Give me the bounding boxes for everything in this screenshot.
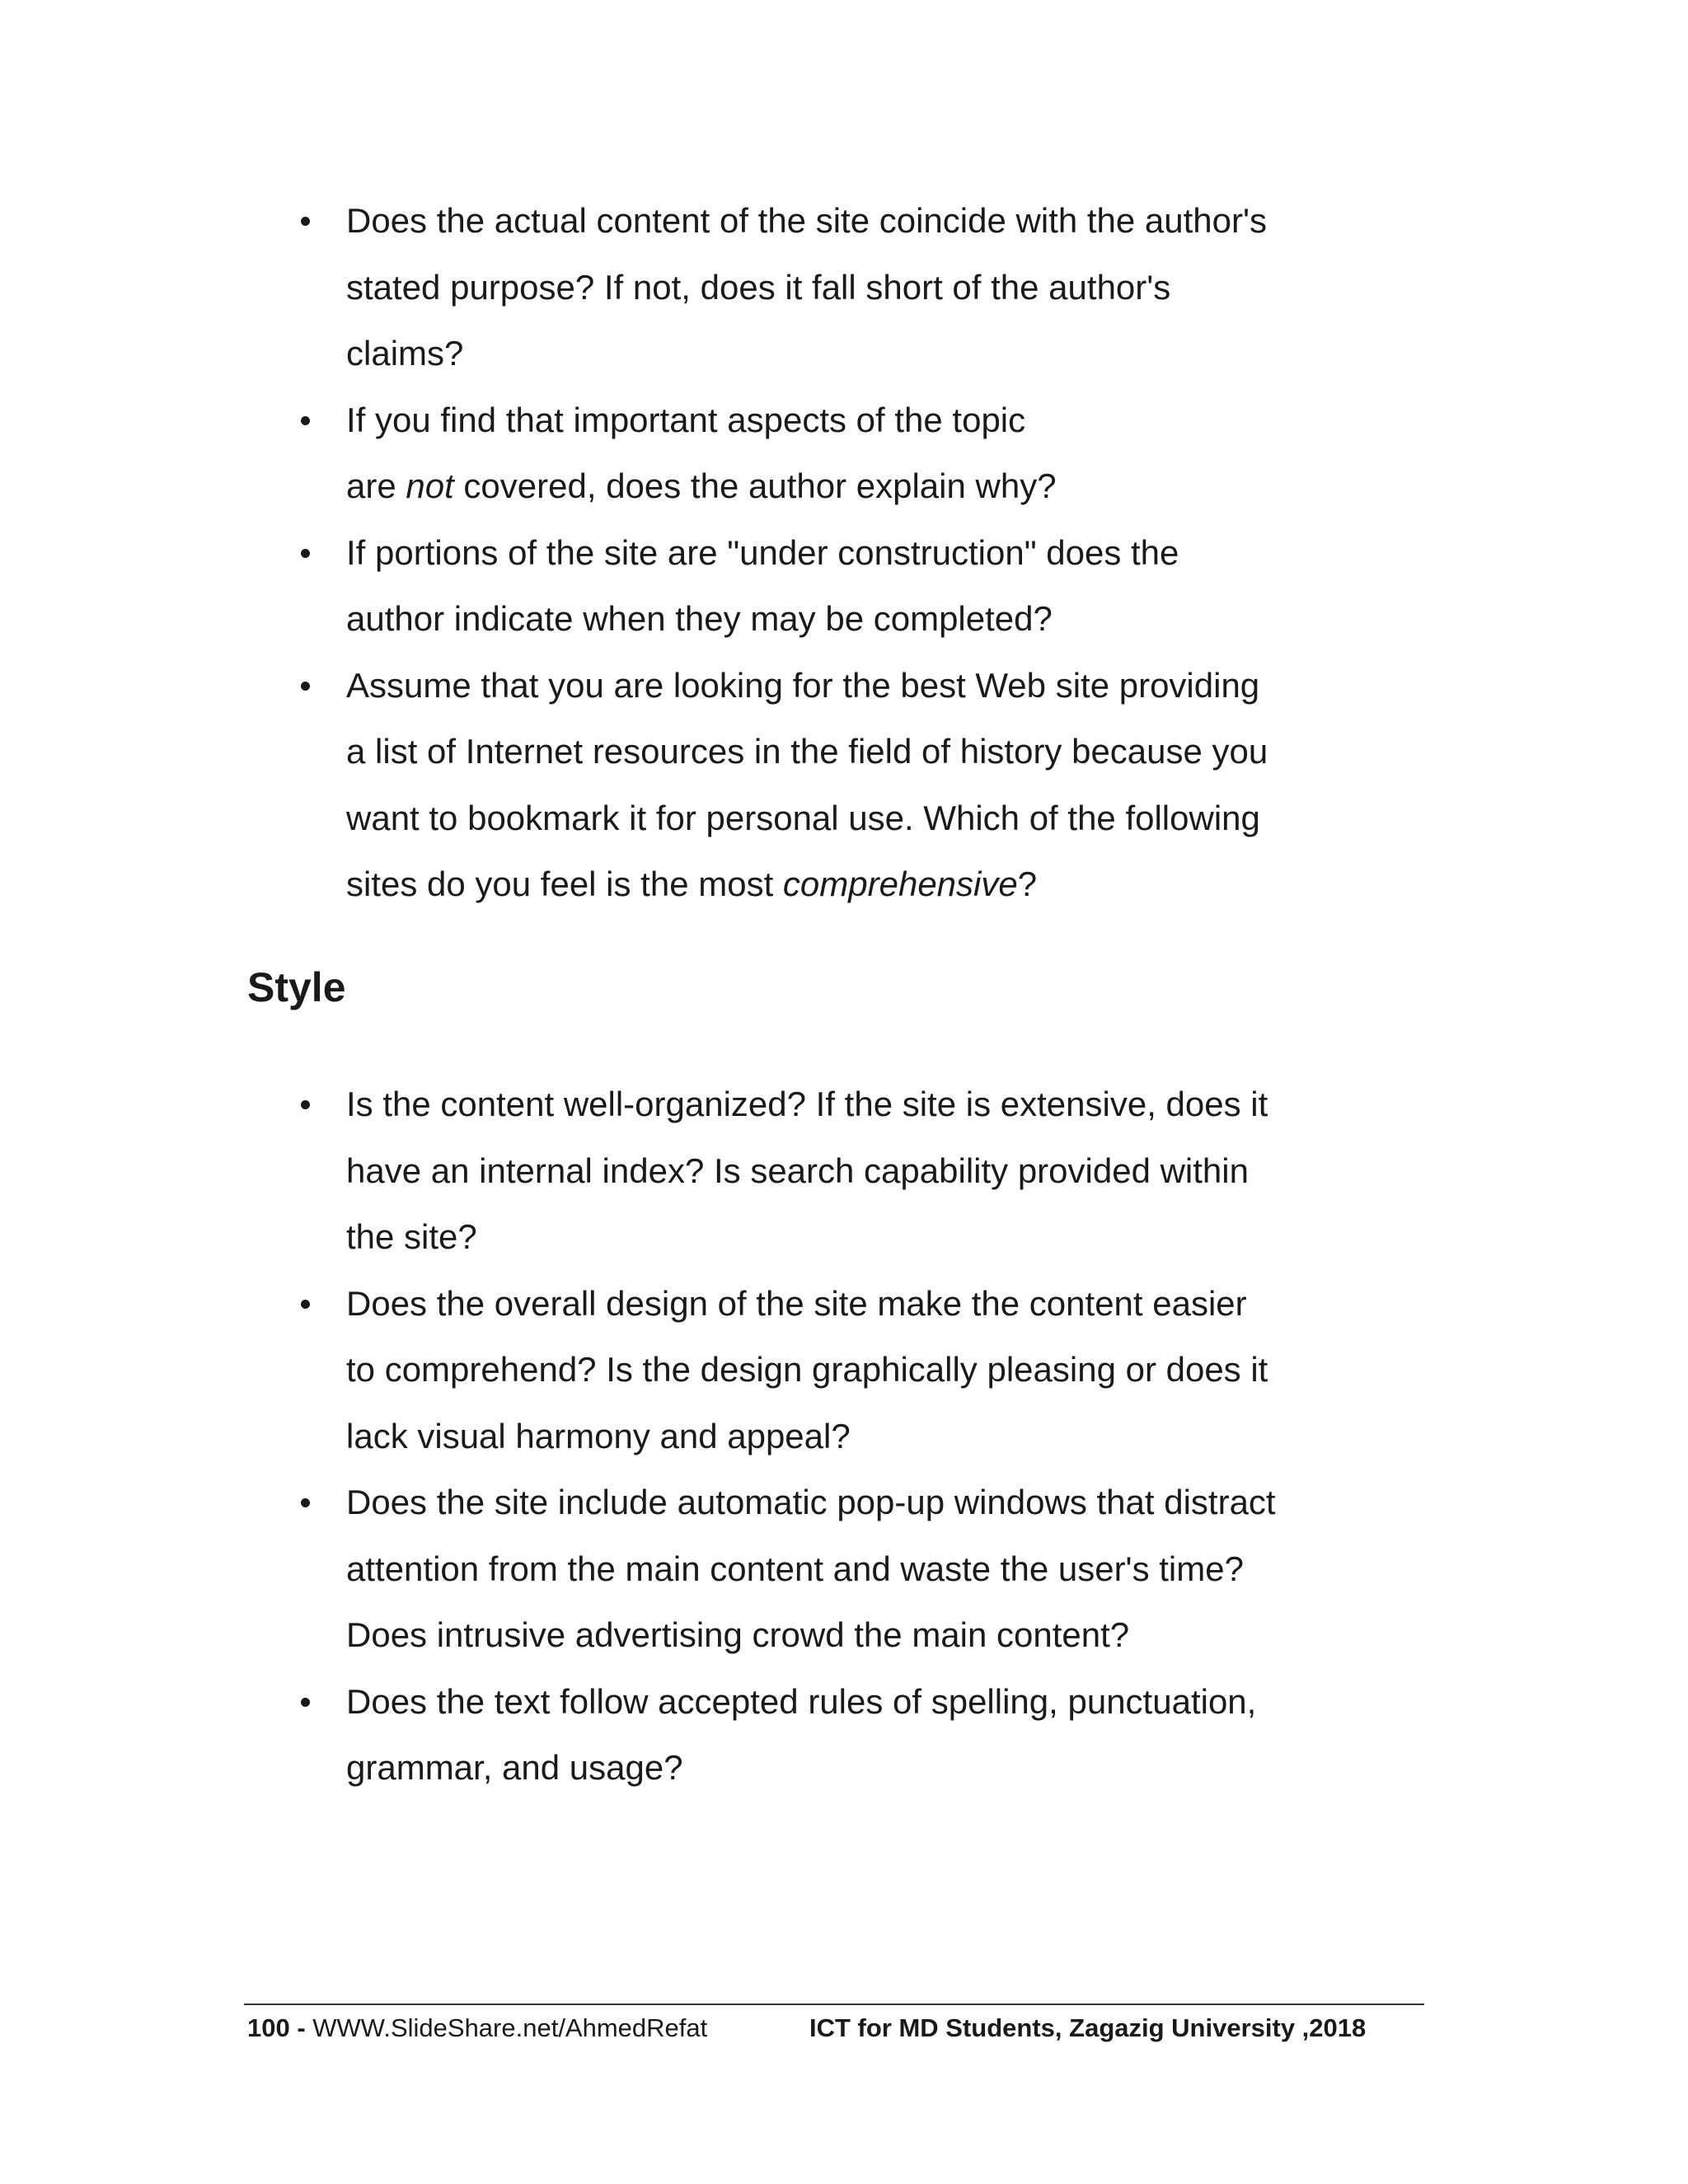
page-number: 100 - — [247, 2013, 313, 2042]
line-text: Assume that you are looking for the best Web site providing — [346, 665, 1260, 705]
list-item — [346, 653, 1401, 918]
line-text: If you find that important aspects of the topic — [346, 400, 1026, 439]
list-item — [346, 520, 1401, 653]
line-text: Does the actual content of the site coincide with the author's — [346, 201, 1268, 240]
line-text: lack visual harmony and appeal? — [346, 1416, 851, 1455]
emphasis-text: comprehensive — [782, 865, 1018, 903]
line-text: ? — [1017, 865, 1038, 903]
line-text: sites do you feel is the most — [346, 865, 783, 903]
bullet-icon — [301, 549, 310, 558]
line-text: covered, does the author explain why? — [453, 466, 1057, 505]
list-item — [346, 1071, 1401, 1271]
line-text: Does the site include automatic pop-up windows that distract — [346, 1483, 1276, 1521]
bullet-icon — [301, 1300, 310, 1309]
bullet-icon — [301, 1698, 310, 1707]
line-text: a list of Internet resources in the field of history because you — [346, 732, 1268, 771]
bullet-icon — [301, 682, 310, 691]
line-text: Does intrusive advertising crowd the main content? — [346, 1615, 1130, 1654]
line-text: author indicate when they may be completed? — [346, 599, 1053, 638]
bullet-list-style — [346, 1071, 1401, 1802]
list-item — [346, 1271, 1401, 1470]
line-text: Is the content well-organized? If the site is extensive, does it — [346, 1085, 1268, 1123]
line-text: want to bookmark it for personal use. Which of the following — [346, 798, 1260, 837]
page-footer — [247, 2008, 1434, 2049]
line-text: Does the overall design of the site make the content easier — [346, 1283, 1247, 1323]
line-text: Does the text follow accepted rules of spelling, punctuation, — [346, 1681, 1257, 1721]
bullet-icon — [301, 416, 310, 425]
list-item — [346, 188, 1401, 387]
footer-divider — [244, 2004, 1424, 2005]
line-text: attention from the main content and waste the user's time? — [346, 1549, 1244, 1588]
line-text: claims? — [346, 334, 464, 373]
line-text: are — [346, 466, 406, 505]
line-text: stated purpose? If not, does it fall short of the author's — [346, 267, 1171, 307]
line-text: have an internal index? Is search capability provided within — [346, 1151, 1249, 1190]
bullet-icon — [301, 1100, 310, 1109]
list-item — [346, 1469, 1401, 1669]
bullet-list-content — [346, 188, 1401, 918]
list-item — [346, 387, 1401, 520]
emphasis-text: not — [406, 466, 454, 505]
footer-site-text: WWW.SlideShare.net/AhmedRefat — [312, 2013, 708, 2042]
section-heading-style: Style — [247, 964, 346, 1010]
line-text: to comprehend? Is the design graphically pleasing or does it — [346, 1350, 1268, 1389]
bullet-icon — [301, 217, 310, 226]
bullet-icon — [301, 1498, 310, 1507]
list-item — [346, 1669, 1401, 1802]
line-text: If portions of the site are "under construction" does the — [346, 532, 1179, 572]
footer-course-text: ICT for MD Students, Zagazig University ,2018 — [809, 2013, 1367, 2042]
line-text: grammar, and usage? — [346, 1748, 683, 1787]
line-text: the site? — [346, 1217, 477, 1256]
